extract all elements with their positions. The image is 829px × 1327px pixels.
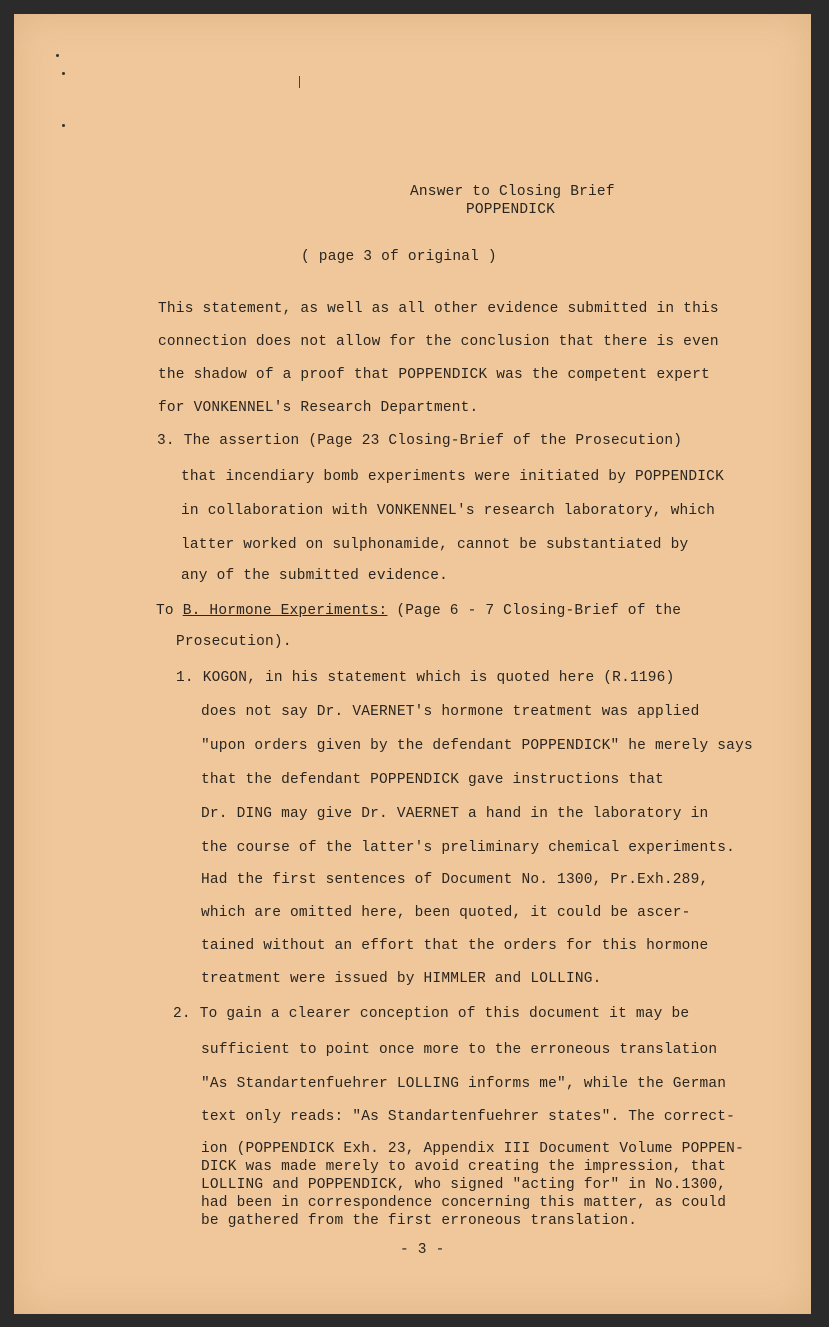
margin-mark	[56, 54, 59, 57]
body-line: 1. KOGON, in his statement which is quoted here (R.1196)	[176, 670, 675, 686]
body-line: any of the submitted evidence.	[181, 568, 449, 584]
document-page	[14, 14, 811, 1314]
body-line: in collaboration with VONKENNEL's research laboratory, which	[181, 503, 716, 519]
body-line: the shadow of a proof that POPPENDICK was the competent expert	[158, 367, 710, 383]
body-line: This statement, as well as all other evidence submitted in this	[158, 301, 719, 317]
header-defendant: POPPENDICK	[466, 202, 556, 218]
header-title: Answer to Closing Brief	[410, 184, 615, 200]
body-line: sufficient to point once more to the erroneous translation	[201, 1042, 718, 1058]
body-line: "As Standartenfuehrer LOLLING informs me", while the German	[201, 1076, 727, 1092]
body-line: which are omitted here, been quoted, it could be ascer-	[201, 905, 691, 921]
body-line: does not say Dr. VAERNET's hormone treatment was applied	[201, 704, 700, 720]
body-line: ion (POPPENDICK Exh. 23, Appendix III Document Volume POPPEN-	[201, 1141, 744, 1157]
margin-mark	[299, 76, 300, 88]
body-line: DICK was made merely to avoid creating the impression, that	[201, 1159, 727, 1175]
body-line: the course of the latter's preliminary chemical experiments.	[201, 840, 736, 856]
section-heading: B. Hormone Experiments:	[182, 603, 388, 619]
body-line: connection does not allow for the conclusion that there is even	[158, 334, 719, 350]
body-line: that incendiary bomb experiments were initiated by POPPENDICK	[181, 469, 724, 485]
body-line: Dr. DING may give Dr. VAERNET a hand in the laboratory in	[201, 806, 709, 822]
body-line: text only reads: "As Standartenfuehrer states". The correct-	[201, 1109, 736, 1125]
section-prefix: To	[156, 603, 174, 619]
margin-mark	[62, 124, 65, 127]
section-reference: (Page 6 - 7 Closing-Brief of the	[396, 603, 682, 619]
body-line: 3. The assertion (Page 23 Closing-Brief of the Prosecution)	[157, 433, 683, 449]
body-line: Had the first sentences of Document No. 1300, Pr.Exh.289,	[201, 872, 709, 888]
body-line: tained without an effort that the orders for this hormone	[201, 938, 709, 954]
body-line: 2. To gain a clearer conception of this document it may be	[173, 1006, 690, 1022]
body-line: be gathered from the first erroneous translation.	[201, 1213, 638, 1229]
body-line: that the defendant POPPENDICK gave instructions that	[201, 772, 664, 788]
section-heading-line	[156, 603, 681, 619]
body-line: for VONKENNEL's Research Department.	[158, 400, 479, 416]
body-line: Prosecution).	[176, 634, 292, 650]
body-line: treatment were issued by HIMMLER and LOLLING.	[201, 971, 602, 987]
body-line: had been in correspondence concerning this matter, as could	[201, 1195, 727, 1211]
body-line: "upon orders given by the defendant POPPENDICK" he merely says	[201, 738, 753, 754]
page-number: - 3 -	[400, 1242, 445, 1258]
body-line: latter worked on sulphonamide, cannot be substantiated by	[181, 537, 689, 553]
body-line: LOLLING and POPPENDICK, who signed "acting for" in No.1300,	[201, 1177, 727, 1193]
page-reference: ( page 3 of original )	[301, 249, 497, 265]
margin-mark	[62, 72, 65, 75]
